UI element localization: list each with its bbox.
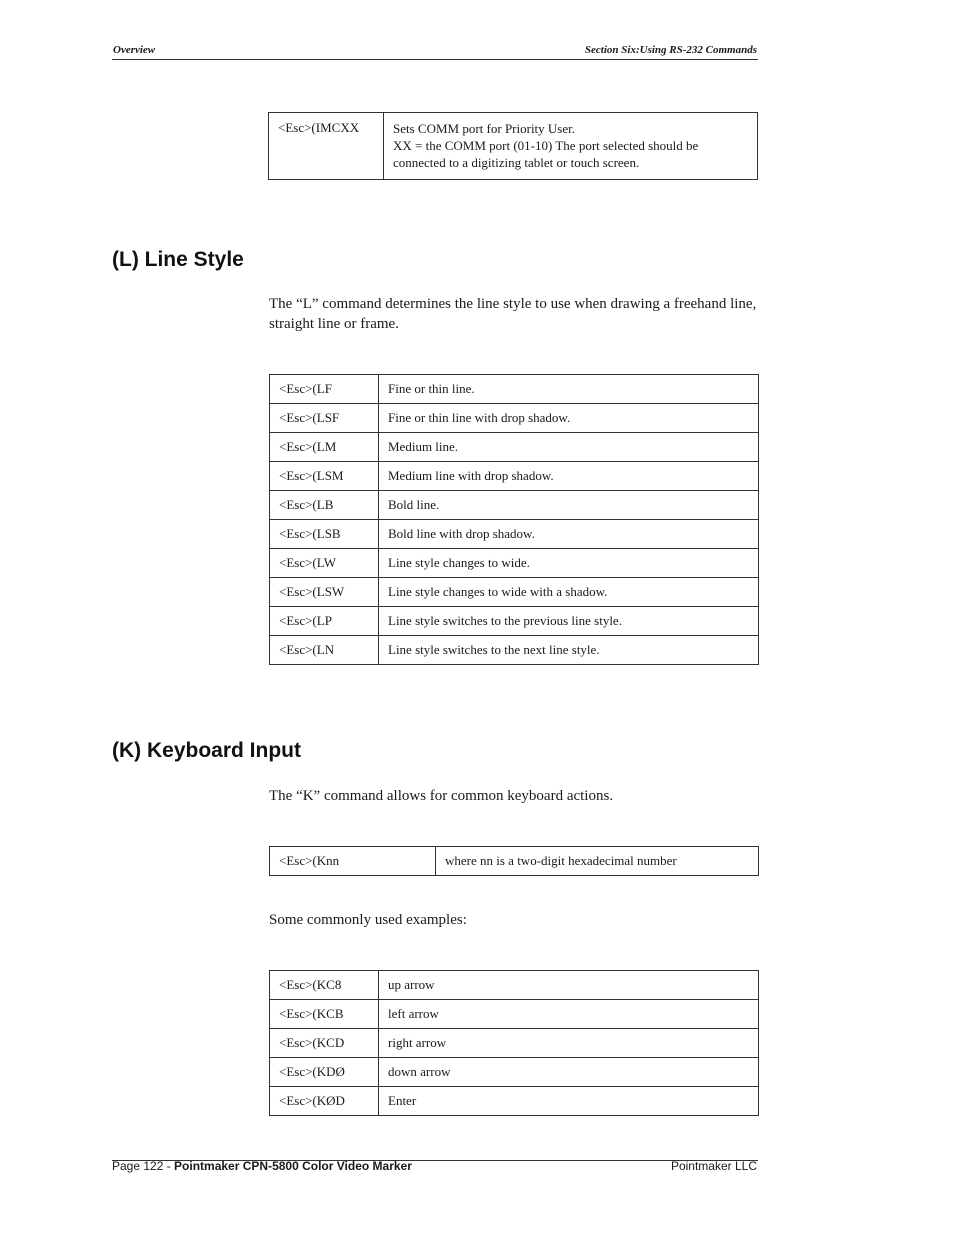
description-cell: Medium line. xyxy=(379,433,759,462)
description-cell xyxy=(384,113,758,180)
command-cell: <Esc>(IMCXX xyxy=(269,113,384,180)
description-cell: where nn is a two-digit hexadecimal number xyxy=(436,847,759,876)
description-cell: Enter xyxy=(379,1087,759,1116)
command-cell: <Esc>(LN xyxy=(270,636,379,665)
table-row xyxy=(270,847,759,876)
footer-product-name: Pointmaker CPN-5800 Color Video Marker xyxy=(174,1159,412,1173)
knn-command-table xyxy=(269,846,759,876)
line-style-table xyxy=(269,374,759,665)
keyboard-input-heading: (K) Keyboard Input xyxy=(112,739,301,762)
table-row xyxy=(270,578,759,607)
table-row xyxy=(270,1029,759,1058)
table-row xyxy=(270,491,759,520)
keyboard-examples-table xyxy=(269,970,759,1116)
table-row xyxy=(270,1000,759,1029)
table-row xyxy=(270,607,759,636)
header-chapter-label: Section Six:Using RS-232 Commands xyxy=(584,44,757,56)
description-cell: Fine or thin line with drop shadow. xyxy=(379,404,759,433)
header-rule xyxy=(112,59,758,60)
command-cell: <Esc>(LP xyxy=(270,607,379,636)
command-cell: <Esc>(KC8 xyxy=(270,971,379,1000)
command-cell: <Esc>(LSF xyxy=(270,404,379,433)
examples-intro: Some commonly used examples: xyxy=(269,912,467,928)
footer-page-info xyxy=(112,1159,412,1173)
table-row xyxy=(270,462,759,491)
table-row xyxy=(270,520,759,549)
description-cell: up arrow xyxy=(379,971,759,1000)
command-cell: <Esc>(KØD xyxy=(270,1087,379,1116)
description-cell: Line style switches to the next line style. xyxy=(379,636,759,665)
command-cell: <Esc>(LW xyxy=(270,549,379,578)
imcxx-command-table xyxy=(268,112,758,180)
footer-company: Pointmaker LLC xyxy=(670,1159,757,1173)
command-cell: <Esc>(KCD xyxy=(270,1029,379,1058)
command-cell: <Esc>(KCB xyxy=(270,1000,379,1029)
command-cell: <Esc>(LSW xyxy=(270,578,379,607)
table-row xyxy=(270,971,759,1000)
keyboard-input-paragraph: The “K” command allows for common keyboard actions. xyxy=(269,788,614,804)
command-cell: <Esc>(LB xyxy=(270,491,379,520)
line-style-heading: (L) Line Style xyxy=(112,248,244,271)
description-cell: Line style changes to wide with a shadow. xyxy=(379,578,759,607)
command-cell: <Esc>(Knn xyxy=(270,847,436,876)
description-cell: Medium line with drop shadow. xyxy=(379,462,759,491)
footer-page-number: Page 122 - xyxy=(112,1159,175,1173)
description-cell: Fine or thin line. xyxy=(379,375,759,404)
paragraph-line: The “L” command determines the line style to use when drawing a freehand line, xyxy=(269,296,757,312)
paragraph-line: straight line or frame. xyxy=(269,316,399,332)
table-row xyxy=(270,433,759,462)
table-row xyxy=(270,549,759,578)
description-line: Sets COMM port for Priority User. xyxy=(393,121,575,136)
line-style-paragraph xyxy=(269,294,756,334)
description-cell: Line style changes to wide. xyxy=(379,549,759,578)
description-cell: right arrow xyxy=(379,1029,759,1058)
description-cell: left arrow xyxy=(379,1000,759,1029)
table-row xyxy=(270,375,759,404)
command-cell: <Esc>(LM xyxy=(270,433,379,462)
description-line: connected to a digitizing tablet or touch screen. xyxy=(393,155,640,170)
description-cell: Line style switches to the previous line style. xyxy=(379,607,759,636)
table-row xyxy=(270,636,759,665)
table-row xyxy=(270,404,759,433)
description-cell: down arrow xyxy=(379,1058,759,1087)
command-cell: <Esc>(KDØ xyxy=(270,1058,379,1087)
table-row xyxy=(270,1058,759,1087)
header-section-label: Overview xyxy=(113,44,156,56)
command-cell: <Esc>(LSB xyxy=(270,520,379,549)
description-cell: Bold line with drop shadow. xyxy=(379,520,759,549)
description-line: XX = the COMM port (01-10) The port selected should be xyxy=(393,138,699,153)
command-cell: <Esc>(LF xyxy=(270,375,379,404)
command-cell: <Esc>(LSM xyxy=(270,462,379,491)
table-row xyxy=(270,1087,759,1116)
table-row xyxy=(269,113,758,180)
description-cell: Bold line. xyxy=(379,491,759,520)
